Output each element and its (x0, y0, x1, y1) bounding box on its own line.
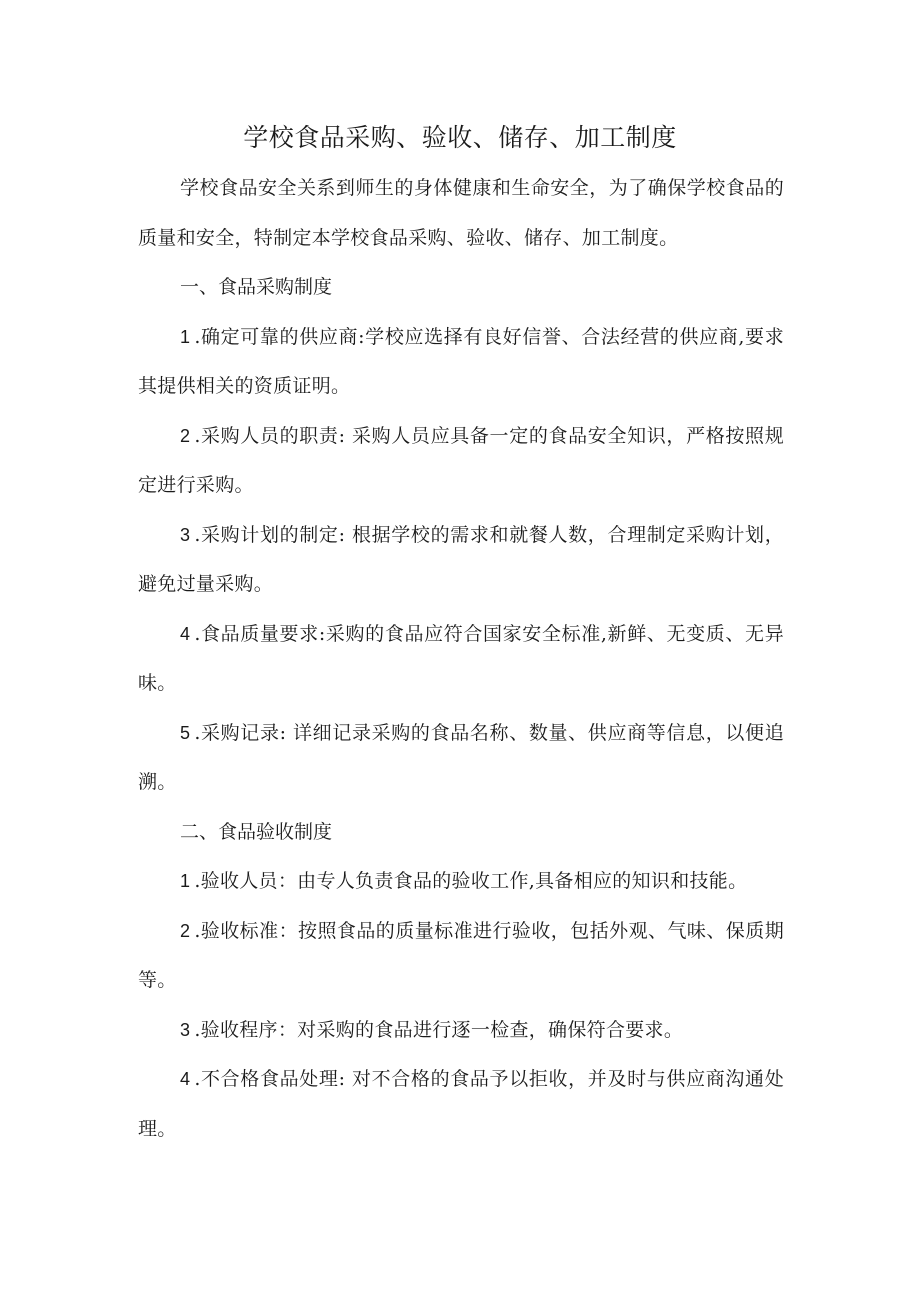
item-text: .验收程序：对采购的食品进行逐一检查，确保符合要求。 (194, 1018, 684, 1041)
item-number: 1 (180, 871, 191, 891)
section-heading-procurement: 一、食品采购制度 (180, 276, 333, 298)
item-number: 2 (180, 425, 191, 446)
item-number: 4 (180, 1069, 191, 1089)
item-text: .验收标准：按照食品的质量标准进行验收，包括外观、气味、保质期等。 (138, 919, 784, 991)
section-heading-acceptance: 二、食品验收制度 (180, 820, 333, 843)
item-number: 3 (180, 1019, 191, 1040)
item-number: 5 (180, 722, 191, 743)
list-item (138, 511, 784, 610)
intro-paragraph: 学校食品安全关系到师生的身体健康和生命安全，为了确保学校食品的质量和安全，特制定本学校食品采购、验收、储存、加工制度。 (138, 177, 784, 249)
item-text: .采购人员的职责: 采购人员应具备一定的食品安全知识，严格按照规定进行采购。 (138, 424, 784, 496)
list-item (138, 412, 784, 511)
document-body (138, 164, 784, 1154)
item-number: 1 (180, 326, 191, 347)
item-text: .食品质量要求:采购的食品应符合国家安全标准,新鲜、无变质、无异味。 (138, 622, 784, 694)
item-number: 2 (180, 920, 191, 941)
list-item (138, 709, 784, 808)
item-text: .采购计划的制定: 根据学校的需求和就餐人数，合理制定采购计划，避免过量采购。 (138, 523, 784, 595)
item-number: 4 (180, 623, 191, 644)
list-item (138, 1006, 784, 1056)
document-title: 学校食品采购、验收、储存、加工制度 (243, 123, 677, 152)
list-item (138, 907, 784, 1006)
item-text: .确定可靠的供应商:学校应选择有良好信誉、合法经营的供应商,要求其提供相关的资质证明。 (138, 325, 784, 397)
list-item (138, 1055, 784, 1154)
item-text: .采购记录: 详细记录采购的食品名称、数量、供应商等信息，以便追溯。 (138, 721, 784, 793)
item-text: .不合格食品处理: 对不合格的食品予以拒收，并及时与供应商沟通处理。 (138, 1068, 784, 1140)
list-item (138, 857, 784, 907)
item-text: .验收人员：由专人负责食品的验收工作,具备相应的知识和技能。 (194, 870, 748, 892)
item-number: 3 (180, 524, 191, 545)
list-item (138, 610, 784, 709)
list-item (138, 313, 784, 412)
